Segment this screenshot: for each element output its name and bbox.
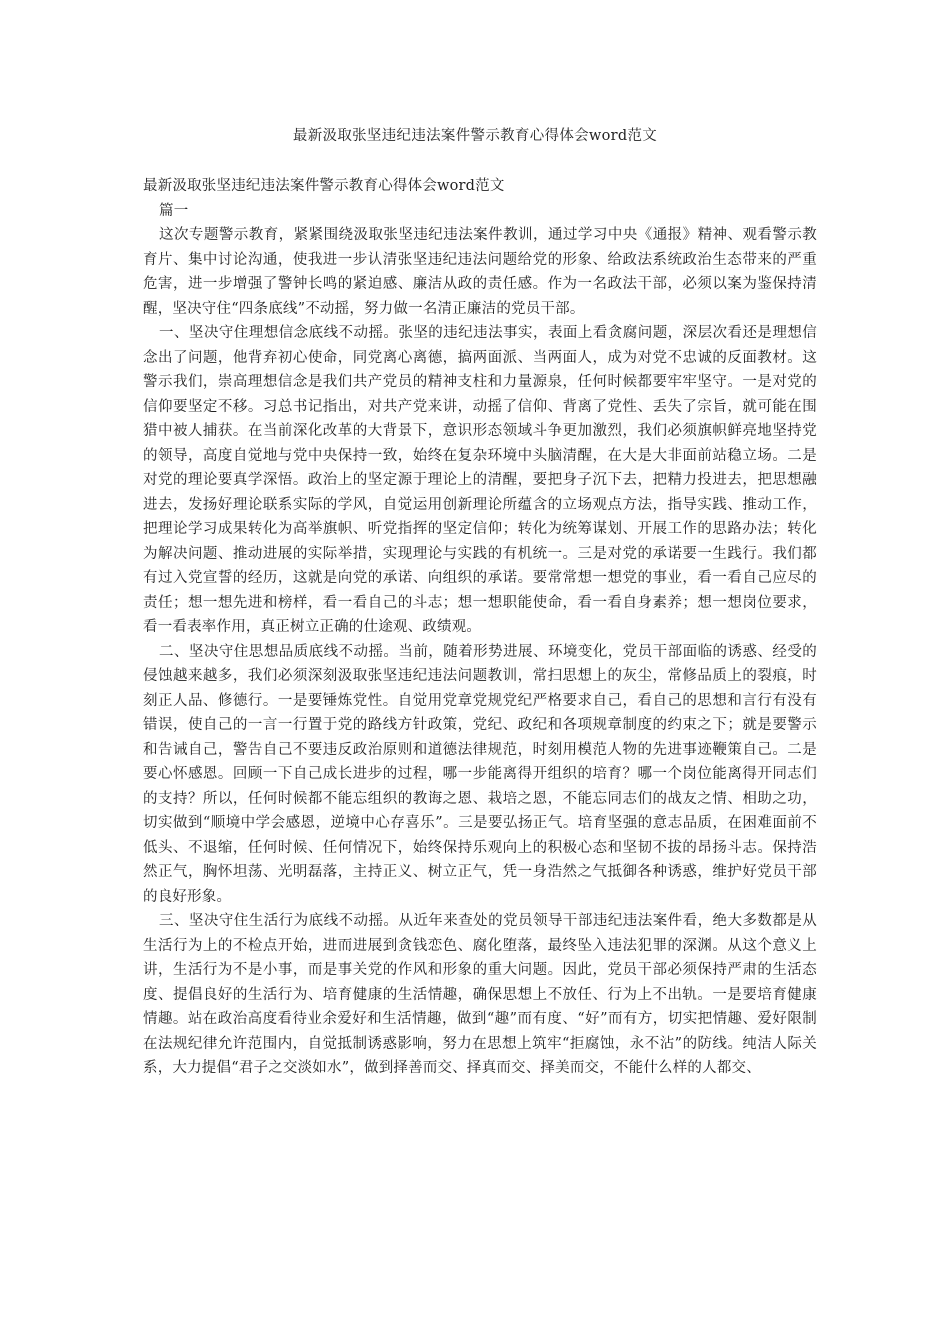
paragraph-section-2: 二、坚决守住思想品质底线不动摇。当前，随着形势进展、环境变化，党员干部面临的诱惑、经受的侵蚀越来越多，我们必须深刻汲取张坚违纪违法问题教训，常扫思想上的灰尘，常修品质上的裂痕，时刻正人品、修德行。一是要锤炼党性。自觉用党章党规党纪严格要求自己，看自己的思想和言行有没有错误，使自己的一言一行置于党的路线方针政策，党纪、政纪和各项规章制度的约束之下；就是要警示和告诫自己，警告自己不要违反政治原则和道德法律规范，时刻用模范人物的先进事迹鞭策自己。二是要心怀感恩。回顾一下自己成长进步的过程，哪一步能离得开组织的培育？哪一个岗位能离得开同志们的支持？所以，任何时候都不能忘组织的教诲之恩、栽培之恩，不能忘同志们的战友之情、相助之功，切实做到“顺境中学会感恩，逆境中心存喜乐”。三是要弘扬正气。培育坚强的意志品质，在困难面前不低头、不退缩，任何时候、任何情况下，始终保持乐观向上的积极心态和坚韧不拔的昂扬斗志。保持浩然正气，胸怀坦荡、光明磊落，主持正义、树立正气，凭一身浩然之气抵御各种诱惑，维护好党员干部的良好形象。 — [143, 643, 817, 905]
paragraph-section-3: 三、坚决守住生活行为底线不动摇。从近年来查处的党员领导干部违纪违法案件看，绝大多数都是从生活行为上的不检点开始，进而进展到贪钱恋色、腐化堕落，最终坠入违法犯罪的深渊。从这个意义上讲，生活行为不是小事，而是事关党的作风和形象的重大问题。因此，党员干部必须保持严肃的生活态度、提倡良好的生活行为、培育健康的生活情趣，确保思想上不放任、行为上不出轨。一是要培育健康情趣。站在政治高度看待业余爱好和生活情趣，做到“趣”而有度、“好”而有方，切实把情趣、爱好限制在法规纪律允许范围内，自觉抵制诱惑影响，努力在思想上筑牢“拒腐蚀，永不沾”的防线。纯洁人际关系，大力提倡“君子之交淡如水”，做到择善而交、择真而交、择美而交，不能什么样的人都交、 — [143, 913, 817, 1076]
paragraph-intro: 这次专题警示教育，紧紧围绕汲取张坚违纪违法案件教训，通过学习中央《通报》精神、观看警示教育片、集中讨论沟通，使我进一步认清张坚违纪违法问题给党的形象、给政法系统政治生态带来的严重危害，进一步增强了警钟长鸣的紧迫感、廉洁从政的责任感。作为一名政法干部，必须以案为鉴保持清醒，坚决守住“四条底线”不动摇，努力做一名清正廉洁的党员干部。 — [143, 227, 817, 317]
document-body — [143, 174, 817, 1081]
page-header-title: 最新汲取张坚违纪违法案件警示教育心得体会word范文 — [292, 128, 658, 144]
section-label: 篇一 — [159, 202, 189, 219]
paragraph-section-1: 一、坚决守住理想信念底线不动摇。张坚的违纪违法事实，表面上看贪腐问题，深层次看还是理想信念出了问题，他背弃初心使命，同党离心离德，搞两面派、当两面人，成为对党不忠诚的反面教材。这警示我们，崇高理想信念是我们共产党员的精神支柱和力量源泉，任何时候都要牢牢坚守。一是对党的信仰要坚定不移。习总书记指出，对共产党来讲，动摇了信仰、背离了党性、丢失了宗旨，就可能在围猎中被人捕获。在当前深化改革的大背景下，意识形态领域斗争更加激烈，我们必须旗帜鲜亮地坚持党的领导，高度自觉地与党中央保持一致，始终在复杂环境中头脑清醒，在大是大非面前站稳立场。二是对党的理论要真学深悟。政治上的坚定源于理论上的清醒，要把身子沉下去，把精力投进去，把思想融进去，发扬好理论联系实际的学风，自觉运用创新理论所蕴含的立场观点方法，指导实践、推动工作，把理论学习成果转化为高举旗帜、听党指挥的坚定信仰；转化为统筹谋划、开展工作的思路办法；转化为解决问题、推动进展的实际举措，实现理论与实践的有机统一。三是对党的承诺要一生践行。我们都有过入党宣誓的经历，这就是向党的承诺、向组织的承诺。要常常想一想党的事业，看一看自己应尽的责任；想一想先进和榜样，看一看自己的斗志；想一想职能使命，看一看自身素养；想一想岗位要求，看一看表率作用，真正树立正确的仕途观、政绩观。 — [143, 325, 817, 635]
document-title: 最新汲取张坚违纪违法案件警示教育心得体会word范文 — [143, 178, 505, 194]
